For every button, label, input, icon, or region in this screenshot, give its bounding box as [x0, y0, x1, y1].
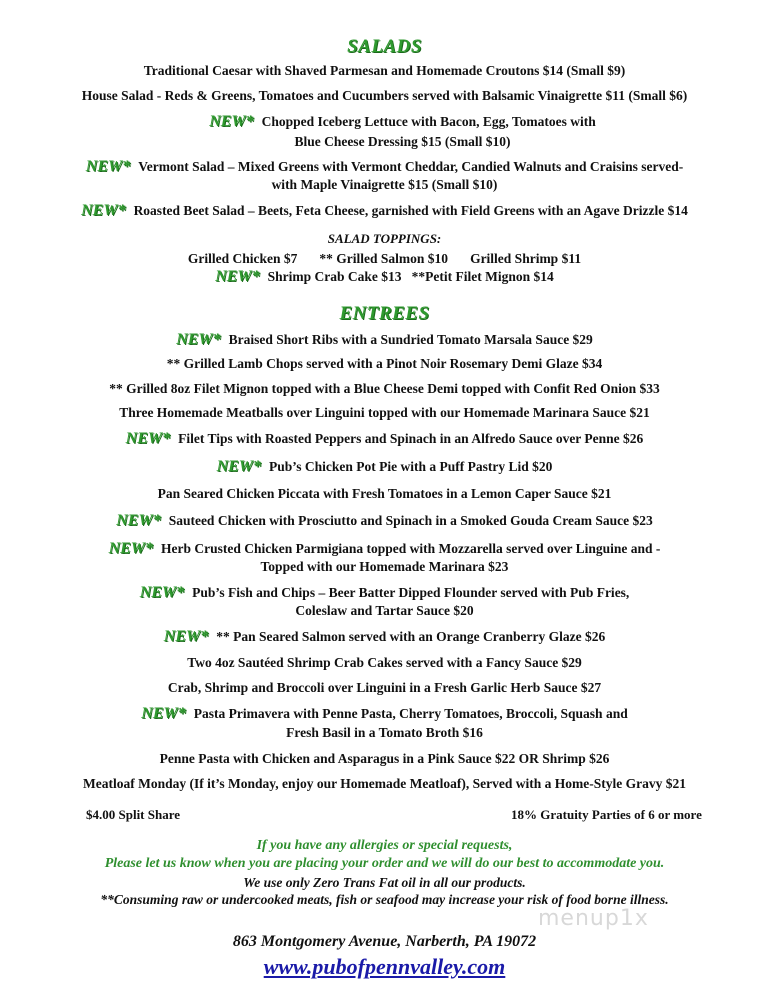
topping-grilled-shrimp: Grilled Shrimp $11: [470, 251, 582, 266]
menu-item-fish-chips-cont: Coleslaw and Tartar Sauce $20: [295, 603, 474, 618]
menu-item-text: Roasted Beet Salad – Beets, Feta Cheese, garnished with Field Greens with an Agave Drizzle $14: [133, 203, 688, 218]
topping-crab-cake-filet: Shrimp Crab Cake $13 **Petit Filet Mignon $14: [267, 269, 554, 284]
menu-item-penne: Penne Pasta with Chicken and Asparagus in a Pink Sauce $22 OR Shrimp $26: [159, 751, 610, 766]
menu-item-text: ** Pan Seared Salmon served with an Orange Cranberry Glaze $26: [216, 629, 606, 644]
gratuity-note: 18% Gratuity Parties of 6 or more: [511, 807, 702, 822]
topping-grilled-salmon: ** Grilled Salmon $10: [319, 251, 449, 266]
topping-grilled-chicken: Grilled Chicken $7: [187, 251, 298, 266]
split-share-note: $4.00 Split Share: [86, 807, 181, 822]
salads-heading: SALADS: [347, 36, 422, 57]
restaurant-address: 863 Montgomery Avenue, Narberth, PA 19072: [232, 933, 537, 950]
allergy-note-line-1: If you have any allergies or special requests,: [256, 838, 513, 853]
menu-item-lamb-chops: ** Grilled Lamb Chops served with a Pinot Noir Rosemary Demi Glaze $34: [166, 356, 603, 371]
menu-item-vermont: [0, 158, 769, 176]
toppings-row-2: [0, 268, 769, 286]
menu-item-pot-pie: [0, 458, 769, 476]
menu-item-text: Chopped Iceberg Lettuce with Bacon, Egg, Tomatoes with: [261, 114, 596, 129]
menu-item-crab-cakes: Two 4oz Sautéed Shrimp Crab Cakes served with a Fancy Sauce $29: [187, 655, 582, 670]
new-badge: NEW*: [81, 202, 126, 219]
menu-item-parmigiana-cont: Topped with our Homemade Marinara $23: [260, 559, 509, 574]
menu-item-parmigiana: [0, 540, 769, 558]
menu-item-primavera-cont: Fresh Basil in a Tomato Broth $16: [286, 725, 483, 740]
menu-item-text: Vermont Salad – Mixed Greens with Vermont Cheddar, Candied Walnuts and Craisins served-: [138, 159, 684, 174]
new-badge: NEW*: [215, 268, 260, 285]
menu-item-filet-mignon: ** Grilled 8oz Filet Mignon topped with a Blue Cheese Demi topped with Confit Red Onion $33: [109, 381, 660, 396]
watermark-logo: menup1x: [538, 906, 649, 931]
menu-item-text: Filet Tips with Roasted Peppers and Spinach in an Alfredo Sauce over Penne $26: [178, 431, 644, 446]
website-link[interactable]: www.pubofpennvalley.com: [263, 954, 506, 979]
toppings-row-1: [0, 250, 769, 268]
new-badge: NEW*: [139, 584, 185, 601]
trans-fat-note: We use only Zero Trans Fat oil in all our products.: [243, 875, 526, 890]
entrees-heading: ENTREES: [339, 303, 430, 324]
menu-item-short-ribs: [0, 331, 769, 349]
menu-item-beet: [0, 202, 769, 220]
menu-item-primavera: [0, 705, 769, 723]
menu-item-text: Pub’s Fish and Chips – Beer Batter Dipped Flounder served with Pub Fries,: [192, 585, 630, 600]
menu-item-text: Braised Short Ribs with a Sundried Tomato Marsala Sauce $29: [228, 332, 593, 347]
menu-item-text: Sauteed Chicken with Prosciutto and Spinach in a Smoked Gouda Cream Sauce $23: [168, 513, 653, 528]
menu-item-crab-linguini: Crab, Shrimp and Broccoli over Linguini in a Fresh Garlic Herb Sauce $27: [167, 680, 602, 695]
menu-item-iceberg: [18, 113, 769, 131]
new-badge: NEW*: [176, 331, 221, 348]
menu-item-text: Pub’s Chicken Pot Pie with a Puff Pastry Lid $20: [269, 459, 553, 474]
menu-item-salmon: [0, 628, 769, 646]
salad-toppings-heading: SALAD TOPPINGS:: [327, 231, 442, 246]
menu-item-caesar: Traditional Caesar with Shaved Parmesan and Homemade Croutons $14 (Small $9): [143, 63, 626, 78]
new-badge: NEW*: [116, 512, 161, 529]
menu-item-house-salad: House Salad - Reds & Greens, Tomatoes and Cucumbers served with Balsamic Vinaigrette $11 (Small $6): [81, 88, 688, 103]
new-badge: NEW*: [209, 113, 254, 130]
new-badge: NEW*: [163, 628, 209, 645]
menu-item-vermont-cont: with Maple Vinaigrette $15 (Small $10): [271, 177, 498, 192]
new-badge: NEW*: [216, 458, 262, 475]
new-badge: NEW*: [85, 158, 131, 175]
menu-item-text: Herb Crusted Chicken Parmigiana topped with Mozzarella served over Linguine and -: [161, 541, 661, 556]
menu-item-filet-tips: [0, 430, 769, 448]
new-badge: NEW*: [141, 705, 186, 722]
menu-item-fish-chips: [0, 584, 769, 602]
menu-item-text: Pasta Primavera with Penne Pasta, Cherry Tomatoes, Broccoli, Squash and: [193, 706, 628, 721]
menu-item-piccata: Pan Seared Chicken Piccata with Fresh Tomatoes in a Lemon Caper Sauce $21: [157, 486, 612, 501]
menu-item-iceberg-cont: Blue Cheese Dressing $15 (Small $10): [294, 134, 511, 149]
allergy-note-line-2: Please let us know when you are placing your order and we will do our best to accommodate you.: [104, 856, 665, 871]
menu-item-meatballs: Three Homemade Meatballs over Linguini topped with our Homemade Marinara Sauce $21: [119, 405, 650, 420]
menu-item-prosciutto: [0, 512, 769, 530]
menu-item-meatloaf: Meatloaf Monday (If it’s Monday, enjoy our Homemade Meatloaf), Served with a Home-Style Gravy $21: [83, 776, 686, 791]
raw-food-warning: **Consuming raw or undercooked meats, fish or seafood may increase your risk of food borne illness.: [100, 892, 669, 907]
new-badge: NEW*: [108, 540, 154, 557]
new-badge: NEW*: [125, 430, 171, 447]
